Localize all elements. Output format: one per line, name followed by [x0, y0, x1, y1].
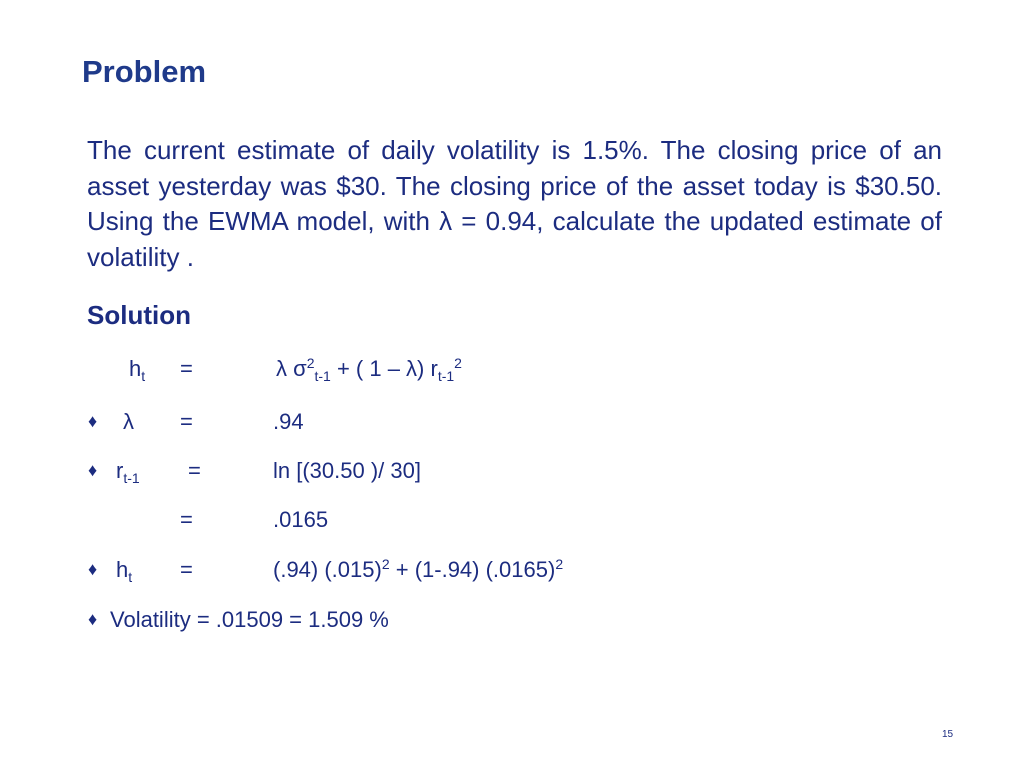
- formula-rhs: λ $\sigma^2_{t-1}$ + ( 1 – λ) $r_{t-1}^2$: [276, 355, 462, 384]
- formula-lhs: $h_t$: [129, 356, 146, 384]
- diamond-bullet-icon: ♦: [88, 460, 98, 480]
- lambda-value: .94: [273, 409, 304, 434]
- diamond-bullet-icon: ♦: [88, 609, 98, 629]
- solution-heading: Solution: [87, 300, 191, 330]
- equals-sign: =: [180, 557, 193, 582]
- r-numeric-value: .0165: [273, 507, 329, 532]
- volatility-result: Volatility = .01509 = 1.509 %: [110, 607, 389, 632]
- equals-sign: =: [188, 458, 201, 483]
- diamond-bullet-icon: ♦: [88, 559, 98, 579]
- h-lhs: $h_t$: [116, 557, 133, 585]
- equals-sign: =: [180, 409, 193, 434]
- problem-paragraph: The current estimate of daily volatility is 1.5%. The closing price of an asset yesterday was $30. The closing price of the asset today is $30.50. Using the EWMA model, with λ = 0.94, calculate the updated estimate of volatility .: [87, 135, 942, 272]
- slide-title: Problem: [82, 54, 207, 89]
- r-value: ln [(30.50 )/ 30]: [273, 458, 421, 483]
- equals-sign: =: [180, 507, 193, 532]
- lambda-lhs: λ: [123, 409, 134, 434]
- h-value: (.94) $(.015)^2 + (1-.94)$ $(.0165)^2$: [273, 556, 564, 582]
- diamond-bullet-icon: ♦: [88, 411, 98, 431]
- page-number: 15: [942, 729, 954, 740]
- r-lhs: $r_{t-1}$: [116, 458, 140, 486]
- equals-sign: =: [180, 356, 193, 381]
